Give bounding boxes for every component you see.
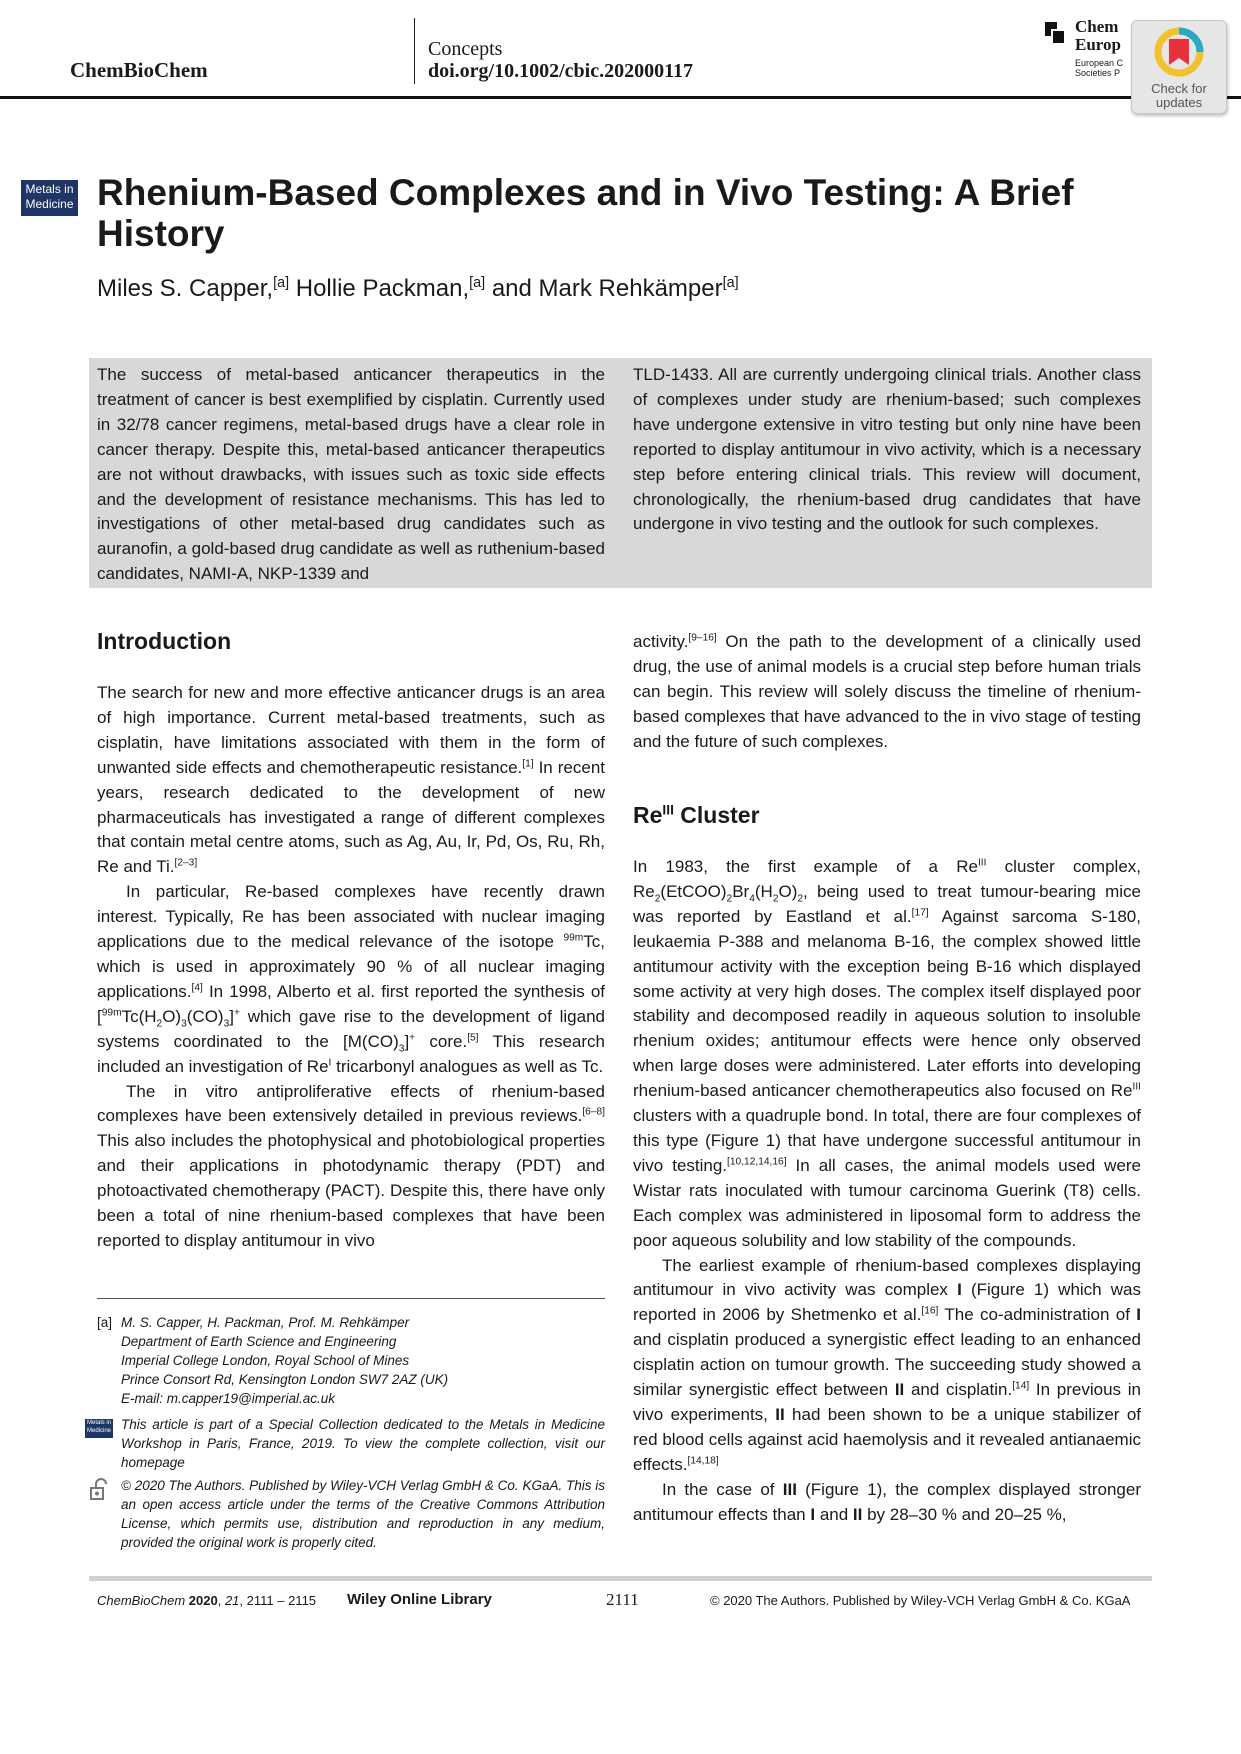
footnote-rule [97,1298,605,1299]
citation[interactable]: [17] [911,907,929,919]
affiliation-footnote: M. S. Capper, H. Packman, Prof. M. Rehkämper Department of Earth Science and Engineering Imperial College London, Royal School of Mines Prince Consort Rd, Kensington London SW7 2AZ (UK) E-mail: m.capper19@imperial.ac.uk [121,1313,601,1408]
citation[interactable]: [14,18] [687,1455,719,1467]
citation[interactable]: [14] [1012,1380,1030,1392]
article-section: Concepts [428,38,503,60]
doi-link[interactable]: doi.org/10.1002/cbic.202000117 [428,60,693,82]
footer-citation: ChemBioChem 2020, 21, 2111 – 2115 [97,1593,317,1608]
author-email[interactable]: E-mail: m.capper19@imperial.ac.uk [121,1391,336,1406]
collection-footnote[interactable]: This article is part of a Special Collection dedicated to the Metals in Medicine Workshop in Paris, France, 2019. To view the complete collection, visit our homepage [121,1417,605,1470]
citation[interactable]: [6–8] [582,1106,605,1118]
affiliation-mark[interactable]: [a] [469,275,486,291]
check-for-updates-button[interactable] [1131,20,1227,114]
author-name: and Mark Rehkämper [491,275,723,302]
re-cluster-body [633,855,1141,1527]
paragraph: activity.[9–16] On the path to the development of a clinically used drug, the use of animal models is a crucial step before human trials can begin. This review will solely discuss the timeline of rhenium-based complexes that have advanced to the in vivo stage of testing and the future of such complexes. [633,632,1141,751]
header-rule [0,96,1241,99]
citation[interactable]: [1] [522,758,534,770]
citation[interactable]: [2–3] [174,857,198,869]
affiliation-mark[interactable]: [a] [273,275,290,291]
collection-badge[interactable] [21,180,78,216]
author-name: Miles S. Capper, [97,275,274,302]
introduction-body [97,681,605,1254]
citation[interactable]: [4] [191,982,203,994]
section-heading-re-cluster: $Re^{III}$ Cluster [633,802,760,828]
publisher-subtitle-line2: Societies P [1075,68,1121,78]
check-for-updates-label-1: Check for [1151,81,1207,96]
author-name: Hollie Packman, [295,275,470,302]
introduction-continued [633,630,1141,755]
paragraph: The in vitro antiproliferative effects of rhenium-based complexes have been extensively detailed in previous reviews.[6–8] This also includes the photophysical and photobiological properties and their applications in photodynamic therapy (PDT) and photoactivated chemotherapy (PACT). Despite this, there have only been a total of nine rhenium-based complexes that have been reported to display antitumour in vivo [97,1081,605,1250]
publisher-name-line1: Chem [1075,17,1119,36]
check-for-updates-label-2: updates [1155,95,1203,110]
open-access-lock-icon [90,1478,108,1505]
footer-copyright: © 2020 The Authors. Published by Wiley-VCH Verlag GmbH & Co. KGaA [710,1593,1131,1608]
citation[interactable]: [9–16] [688,632,717,644]
crossmark-icon [1154,27,1204,77]
header-divider [414,18,415,84]
badge-line2: Medicine [25,197,74,211]
section-heading-introduction: Introduction [97,628,232,654]
paragraph: The earliest example of rhenium-based complexes displaying antitumour in vivo activity was complex I (Figure 1) which was reported in 2006 by Shetmenko et al.[16] The co-administration of I and cisplatin produced a synergistic effect leading to an enhanced cisplatin action on tumour growth. The succeeding study showed a similar synergistic effect between II and cisplatin.[14] In previous in vivo experiments, II had been shown to be a unique stabilizer of red blood cells against acid haemolysis and it revealed antianaemic effects.[14,18] [633,1255,1142,1474]
publisher-name-line2: Europ [1075,35,1121,54]
journal-name: ChemBioChem [70,58,208,82]
affiliation-mark[interactable]: [a] [722,275,739,291]
author-list [97,275,739,303]
wiley-online-library-link[interactable]: Wiley Online Library [347,1591,492,1608]
footnote-label: [a] [97,1315,113,1330]
citation[interactable]: [10,12,14,16] [727,1156,787,1168]
publisher-logo-icon [1045,22,1065,44]
collection-icon: Metals in Medicine [85,1419,113,1438]
citation[interactable]: [16] [921,1305,939,1317]
article-title: Rhenium-Based Complexes and in Vivo Testing: A Brief History [97,172,1074,254]
license-footnote: © 2020 The Authors. Published by Wiley-VCH Verlag GmbH & Co. KGaA. This is an open access article under the terms of the Creative Commons Attribution License, which permits use, distribution and reproduction in any medium, provided the original work is properly cited. [121,1478,605,1550]
abstract-right-column: TLD-1433. All are currently undergoing clinical trials. Another class of complexes under study are rhenium-based; such complexes have undergone extensive in vitro testing but only nine have been reported to display antitumour in vivo activity, which is a necessary step before entering clinical trials. This review will document, chronologically, the rhenium-based drug candidates that have undergone in vivo testing and the outlook for such complexes. [633,365,1141,534]
page-number: 2111 [606,1590,639,1609]
citation[interactable]: [5] [467,1032,479,1044]
paragraph: In the case of III (Figure 1), the complex displayed stronger antitumour effects than I and II by 28–30 % and 20–25 %, [633,1479,1141,1524]
badge-line1: Metals in [25,182,74,196]
paragraph: In 1983, the first example of a $Re^{III}$ cluster complex, $Re_2(EtCOO)_2Br_4(H_2O)_2$, being used to treat tumour-bearing mice was reported by Eastland et al.[17] Against sarcoma S-180, leukaemia P-388 and melanoma B-16, the complex showed little antitumour activity with the exception being B-16 which displayed some activity at very high doses. The complex itself displayed poor stability and decomposed readily in aqueous solution to insoluble rhenium oxides; antitumour effects were hence only observed when large doses were administered. Later efforts into developing rhenium-based anticancer chemotherapeutics also focused on $Re^{III}$ clusters with a quadruple bond. In total, there are four complexes of this type (Figure 1) that have undergone successful antitumour in vivo testing.[10,12,14,16] In all cases, the animal models used were Wistar rats inoculated with tumour carcinoma Guerink (T8) cells. Each complex was administered in liposomal form to address the poor aqueous solubility and low stability of the compounds. [633,857,1142,1250]
paragraph: The search for new and more effective anticancer drugs is an area of high importance. Current metal-based treatments, such as cisplatin, have limitations associated with them in the form of unwanted side effects and chemotherapeutic resistance.[1] In recent years, research dedicated to the development of new pharmaceuticals has investigated a range of different complexes that contain metal centre atoms, such as Ag, Au, Ir, Pd, Os, Ru, Rh, Re and Ti.[2–3] [97,683,605,877]
paragraph: In particular, Re-based complexes have recently drawn interest. Typically, Re has been associated with nuclear imaging applications due to the medical relevance of the isotope $^{99m}$Tc, which is used in approximately 90 % of all nuclear imaging applications.[4] In 1998, Alberto et al. first reported the synthesis of $[^{99m}Tc(H_2O)_3(CO)_3]^+$ which gave rise to the development of ligand systems coordinated to the $[M(CO)_3]^+$ core.[5] This research included an investigation of $Re^I$ tricarbonyl analogues as well as Tc. [97,882,605,1076]
footer-rule [89,1576,1152,1581]
abstract-left-column: The success of metal-based anticancer therapeutics in the treatment of cancer is best exemplified by cisplatin. Currently used in 32/78 cancer regimens, metal-based drugs have a clear role in cancer therapy. Despite this, metal-based anticancer therapeutics are not without drawbacks, with issues such as toxic side effects and the development of resistance mechanisms. This has led to investigations of other metal-based drug candidates such as auranofin, a gold-based drug candidate as well as ruthenium-based candidates, NAMI-A, NKP-1339 and [97,365,605,584]
publisher-subtitle-line1: European C [1075,58,1124,68]
